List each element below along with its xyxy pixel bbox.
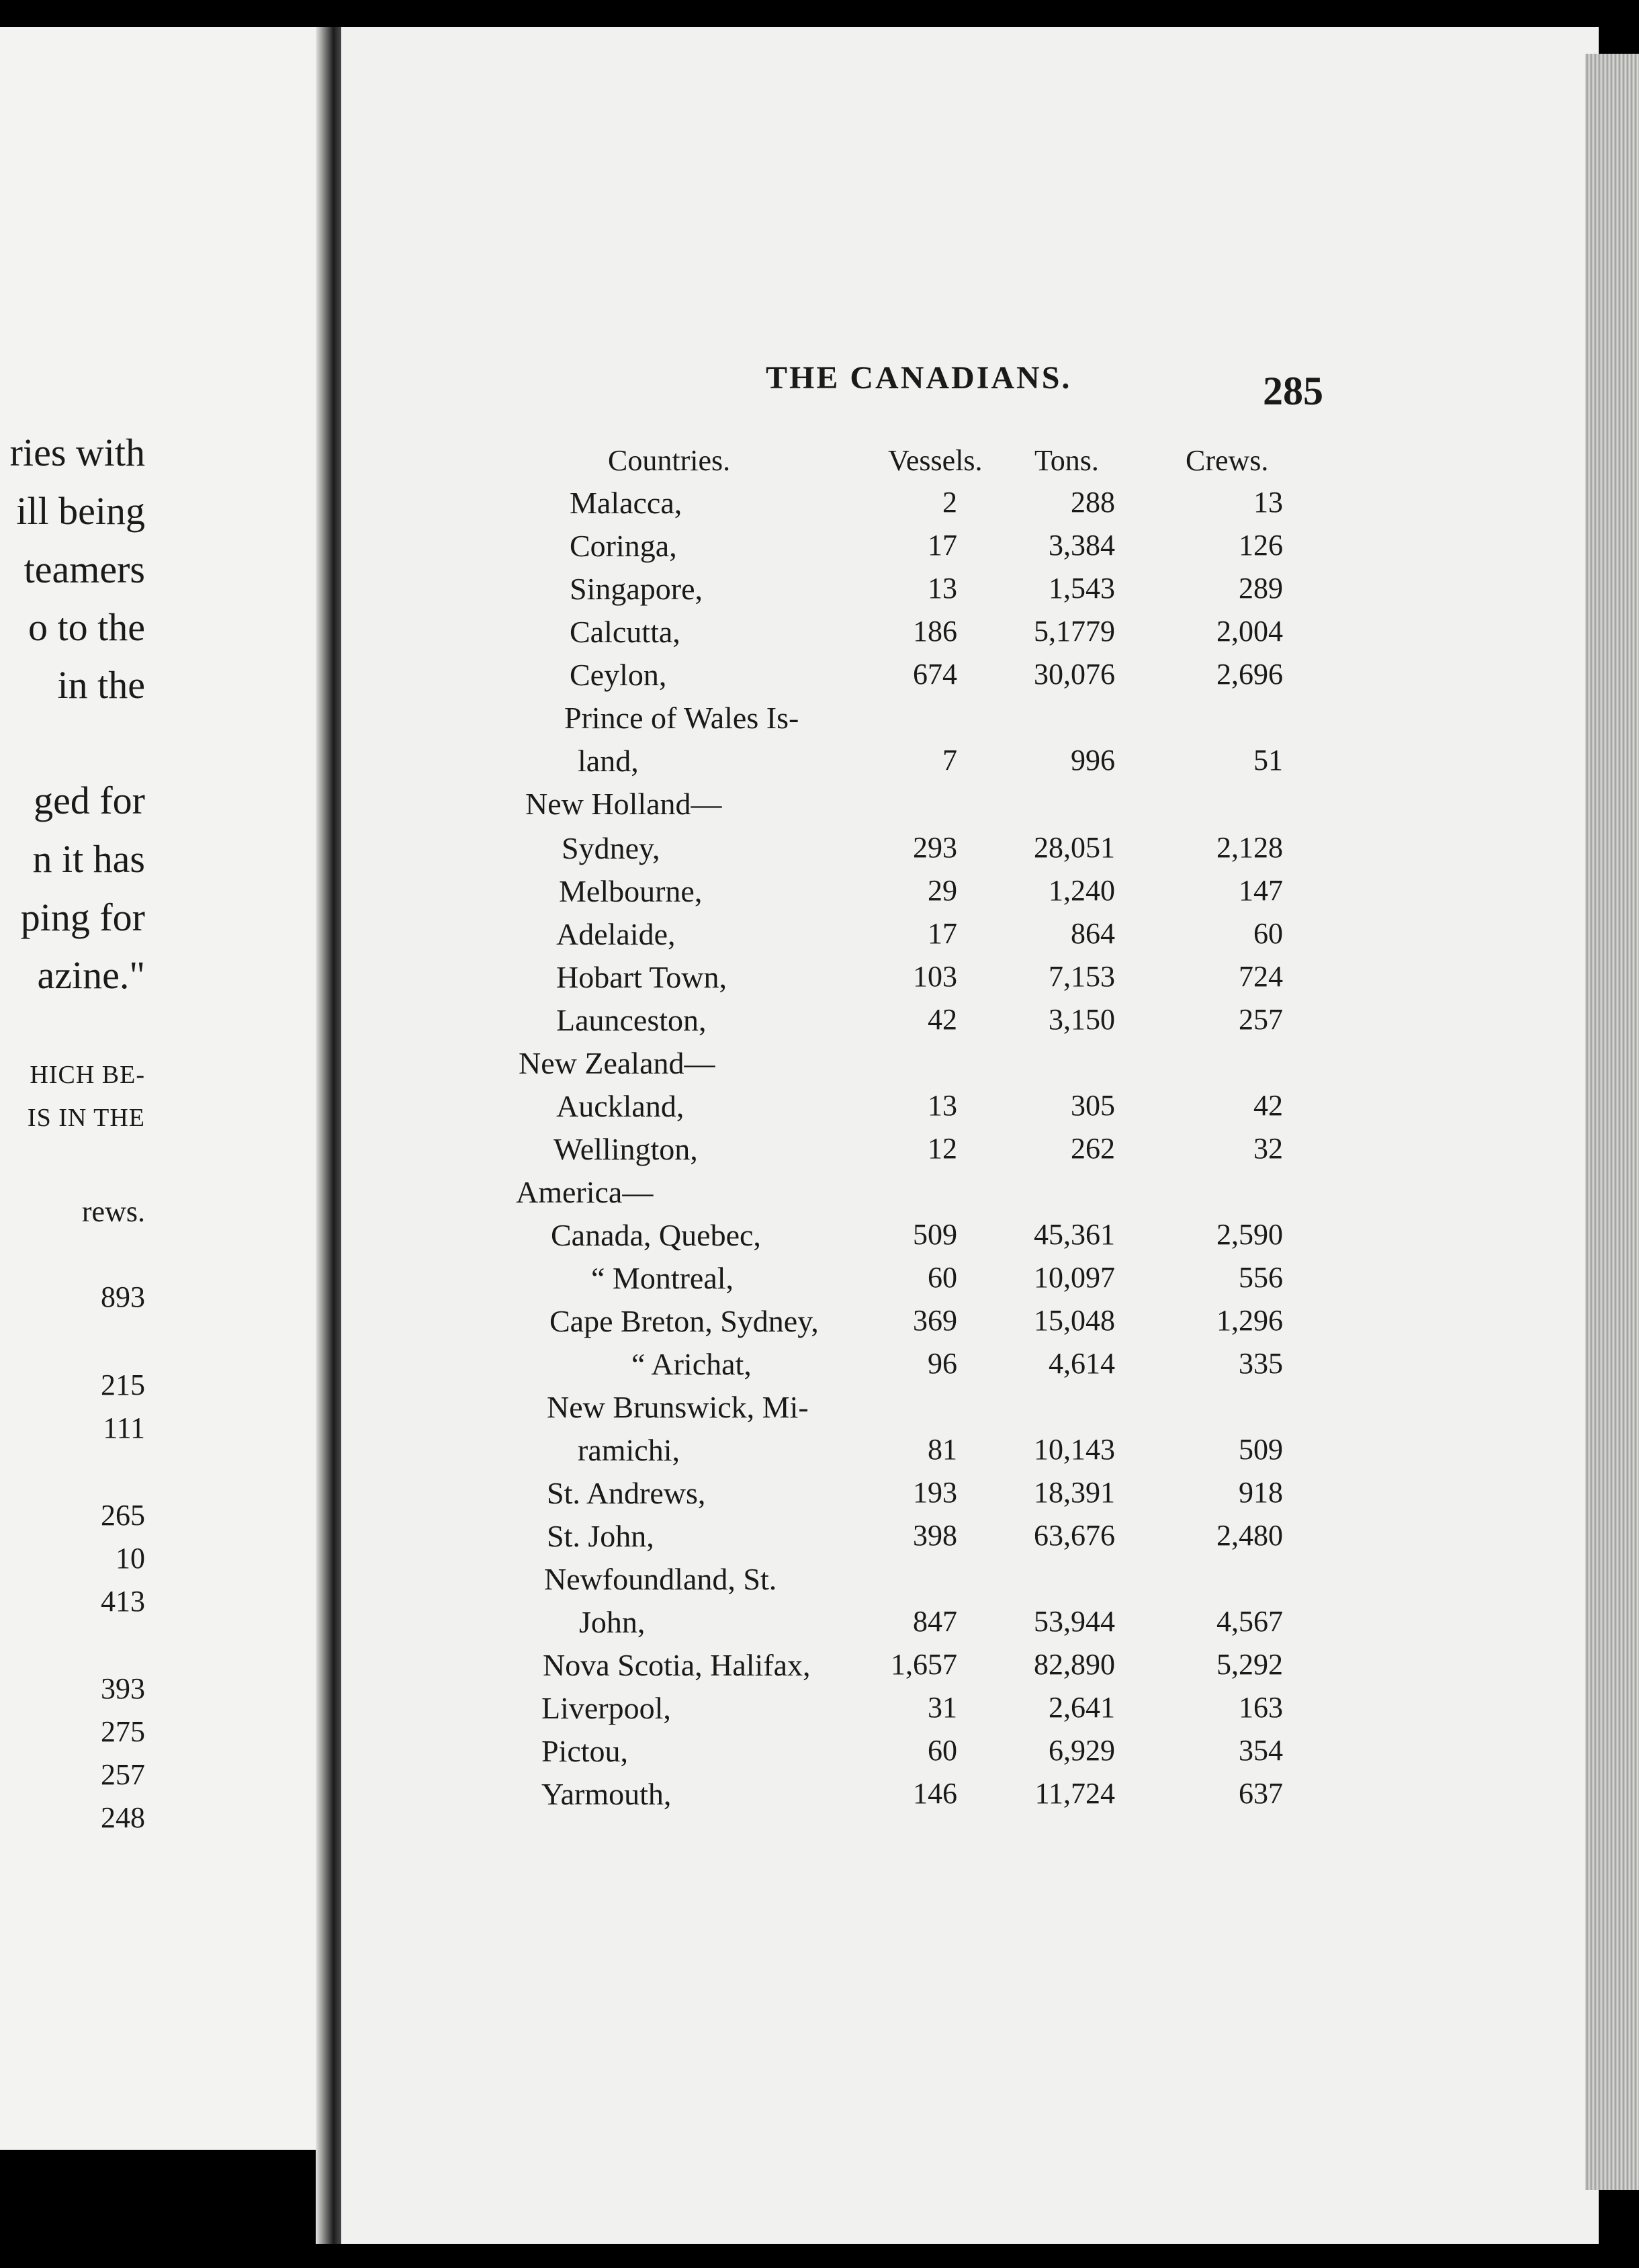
vessels-cell: 146 [913,1777,957,1810]
crews-cell: 724 [1239,960,1283,993]
table-row [0,1475,1639,1518]
vessels-cell: 81 [928,1433,957,1466]
table-row [0,1131,1639,1174]
vessels-cell: 96 [928,1347,957,1380]
table-row [0,1002,1639,1045]
column-header-tons: Tons. [1034,444,1099,477]
table-row [0,786,1639,829]
tons-cell: 288 [1071,486,1115,519]
left-text-fragment: teamers [24,548,145,591]
column-header-vessels: Vessels. [888,444,983,477]
tons-cell: 10,143 [1034,1433,1115,1466]
tons-cell: 2,641 [1049,1691,1115,1724]
tons-cell: 82,890 [1034,1648,1115,1681]
vessels-cell: 1,657 [891,1648,957,1681]
country-cell: Coringa, [570,529,677,563]
country-cell: Auckland, [556,1089,684,1123]
left-text-fragment: o to the [28,605,145,649]
vessels-cell: 13 [928,572,957,605]
left-text-fragment: 393 [101,1672,145,1705]
running-head: THE CANADIANS. [766,360,1072,396]
table-row [0,1432,1639,1475]
tons-cell: 1,240 [1049,874,1115,907]
crews-cell: 32 [1253,1132,1283,1165]
vessels-cell: 29 [928,874,957,907]
tons-cell: 996 [1071,744,1115,777]
vessels-cell: 186 [913,615,957,648]
tons-cell: 305 [1071,1089,1115,1122]
table-row [0,614,1639,657]
left-text-fragment: azine." [37,953,145,997]
crews-cell: 509 [1239,1433,1283,1466]
crews-cell: 354 [1239,1734,1283,1767]
vessels-cell: 293 [913,831,957,864]
vessels-cell: 103 [913,960,957,993]
left-text-fragment: 893 [101,1280,145,1313]
tons-cell: 3,384 [1049,529,1115,562]
vessels-cell: 13 [928,1089,957,1122]
crews-cell: 335 [1239,1347,1283,1380]
left-text-fragment: 257 [101,1758,145,1791]
table-row [0,1776,1639,1819]
table-row [0,700,1639,743]
column-header-countries: Countries. [608,444,731,477]
crews-cell: 51 [1253,744,1283,777]
table-row [0,959,1639,1002]
crews-cell: 1,296 [1216,1304,1283,1337]
country-cell: Cape Breton, Sydney, [549,1304,819,1338]
country-cell: Adelaide, [556,917,676,951]
crews-cell: 2,128 [1216,831,1283,864]
country-cell: New Brunswick, Mi- [547,1390,809,1424]
country-cell: Melbourne, [559,874,703,908]
vessels-cell: 42 [928,1003,957,1036]
crews-cell: 2,590 [1216,1218,1283,1251]
vessels-cell: 17 [928,529,957,562]
table-row [0,1346,1639,1389]
country-cell: Canada, Quebec, [551,1218,761,1252]
left-text-fragment: 275 [101,1715,145,1748]
left-text-fragment: HICH BE- [30,1061,145,1089]
tons-cell: 63,676 [1034,1519,1115,1552]
table-row [0,873,1639,916]
table-row [0,1733,1639,1776]
crews-cell: 257 [1239,1003,1283,1036]
tons-cell: 18,391 [1034,1476,1115,1509]
country-cell: Hobart Town, [556,960,727,994]
tons-cell: 864 [1071,917,1115,950]
left-text-fragment: in the [57,663,145,707]
crews-cell: 2,004 [1216,615,1283,648]
tons-cell: 3,150 [1049,1003,1115,1036]
left-text-fragment: 413 [101,1585,145,1618]
country-cell: Sydney, [562,831,660,865]
country-cell: St. John, [547,1519,654,1553]
left-text-fragment: ries with [9,431,145,474]
table-row [0,1303,1639,1346]
crews-cell: 2,696 [1216,658,1283,691]
left-text-fragment: ill being [16,489,145,533]
table-row [0,1690,1639,1733]
tons-cell: 28,051 [1034,831,1115,864]
left-text-fragment: ping for [20,896,145,939]
vessels-cell: 12 [928,1132,957,1165]
country-cell: Nova Scotia, Halifax, [543,1648,811,1682]
tons-cell: 45,361 [1034,1218,1115,1251]
vessels-cell: 193 [913,1476,957,1509]
left-text-fragment: n it has [32,837,145,881]
crews-cell: 556 [1239,1261,1283,1294]
country-cell: John, [579,1605,646,1639]
table-row [0,571,1639,614]
country-cell: land, [578,744,639,778]
crews-cell: 289 [1239,572,1283,605]
crews-cell: 5,292 [1216,1648,1283,1681]
country-cell: “ Arichat, [631,1347,752,1381]
table-row [0,1260,1639,1303]
table-row [0,1217,1639,1260]
table-row [0,528,1639,571]
country-cell: Newfoundland, St. [544,1562,777,1596]
crews-cell: 147 [1239,874,1283,907]
table-row [0,1389,1639,1432]
table-row [0,1174,1639,1217]
country-cell: ramichi, [578,1433,680,1467]
country-cell: St. Andrews, [547,1476,706,1510]
vessels-cell: 7 [942,744,957,777]
left-text-fragment: 248 [101,1801,145,1834]
crews-cell: 4,567 [1216,1605,1283,1638]
country-cell: Singapore, [570,572,703,606]
country-cell: Liverpool, [541,1691,671,1725]
table-row [0,1604,1639,1647]
tons-cell: 53,944 [1034,1605,1115,1638]
page-number: 285 [1263,369,1323,413]
tons-cell: 10,097 [1034,1261,1115,1294]
table-row [0,1045,1639,1088]
vessels-cell: 2 [942,486,957,519]
table-row [0,916,1639,959]
vessels-cell: 60 [928,1261,957,1294]
column-header-crews: Crews. [1186,444,1269,477]
country-cell: “ Montreal, [591,1261,734,1295]
country-cell: Pictou, [541,1734,629,1768]
crews-cell: 637 [1239,1777,1283,1810]
tons-cell: 5,1779 [1034,615,1115,648]
vessels-cell: 369 [913,1304,957,1337]
table-row [0,743,1639,786]
vessels-cell: 847 [913,1605,957,1638]
tons-cell: 1,543 [1049,572,1115,605]
country-cell: America— [516,1175,654,1209]
left-text-fragment: 111 [103,1411,145,1444]
vessels-cell: 509 [913,1218,957,1251]
crews-cell: 42 [1253,1089,1283,1122]
tons-cell: 15,048 [1034,1304,1115,1337]
country-cell: Launceston, [556,1003,707,1037]
table-row [0,1647,1639,1690]
country-cell: Ceylon, [570,658,667,692]
tons-cell: 30,076 [1034,658,1115,691]
left-text-fragment: 215 [101,1368,145,1401]
crews-cell: 163 [1239,1691,1283,1724]
tons-cell: 11,724 [1034,1777,1115,1810]
left-text-fragment: rews. [81,1195,145,1228]
table-row [0,830,1639,873]
crews-cell: 126 [1239,529,1283,562]
table-row [0,657,1639,700]
vessels-cell: 674 [913,658,957,691]
vessels-cell: 398 [913,1519,957,1552]
crews-cell: 918 [1239,1476,1283,1509]
left-text-fragment: 265 [101,1499,145,1532]
vessels-cell: 31 [928,1691,957,1724]
tons-cell: 4,614 [1049,1347,1115,1380]
left-text-fragment: ged for [34,779,145,822]
table-row [0,1561,1639,1604]
table-row [0,1088,1639,1131]
vessels-cell: 17 [928,917,957,950]
vessels-cell: 60 [928,1734,957,1767]
table-row [0,485,1639,528]
country-cell: New Zealand— [519,1046,715,1080]
country-cell: Yarmouth, [541,1777,672,1811]
country-cell: New Holland— [525,787,722,821]
tons-cell: 6,929 [1049,1734,1115,1767]
left-text-fragment: IS IN THE [27,1104,145,1132]
left-text-fragment: 10 [116,1542,145,1575]
tons-cell: 7,153 [1049,960,1115,993]
country-cell: Wellington, [553,1132,698,1166]
table-row [0,1518,1639,1561]
crews-cell: 60 [1253,917,1283,950]
crews-cell: 2,480 [1216,1519,1283,1552]
crews-cell: 13 [1253,486,1283,519]
country-cell: Calcutta, [570,615,680,649]
tons-cell: 262 [1071,1132,1115,1165]
country-cell: Prince of Wales Is- [564,701,799,735]
country-cell: Malacca, [570,486,682,520]
